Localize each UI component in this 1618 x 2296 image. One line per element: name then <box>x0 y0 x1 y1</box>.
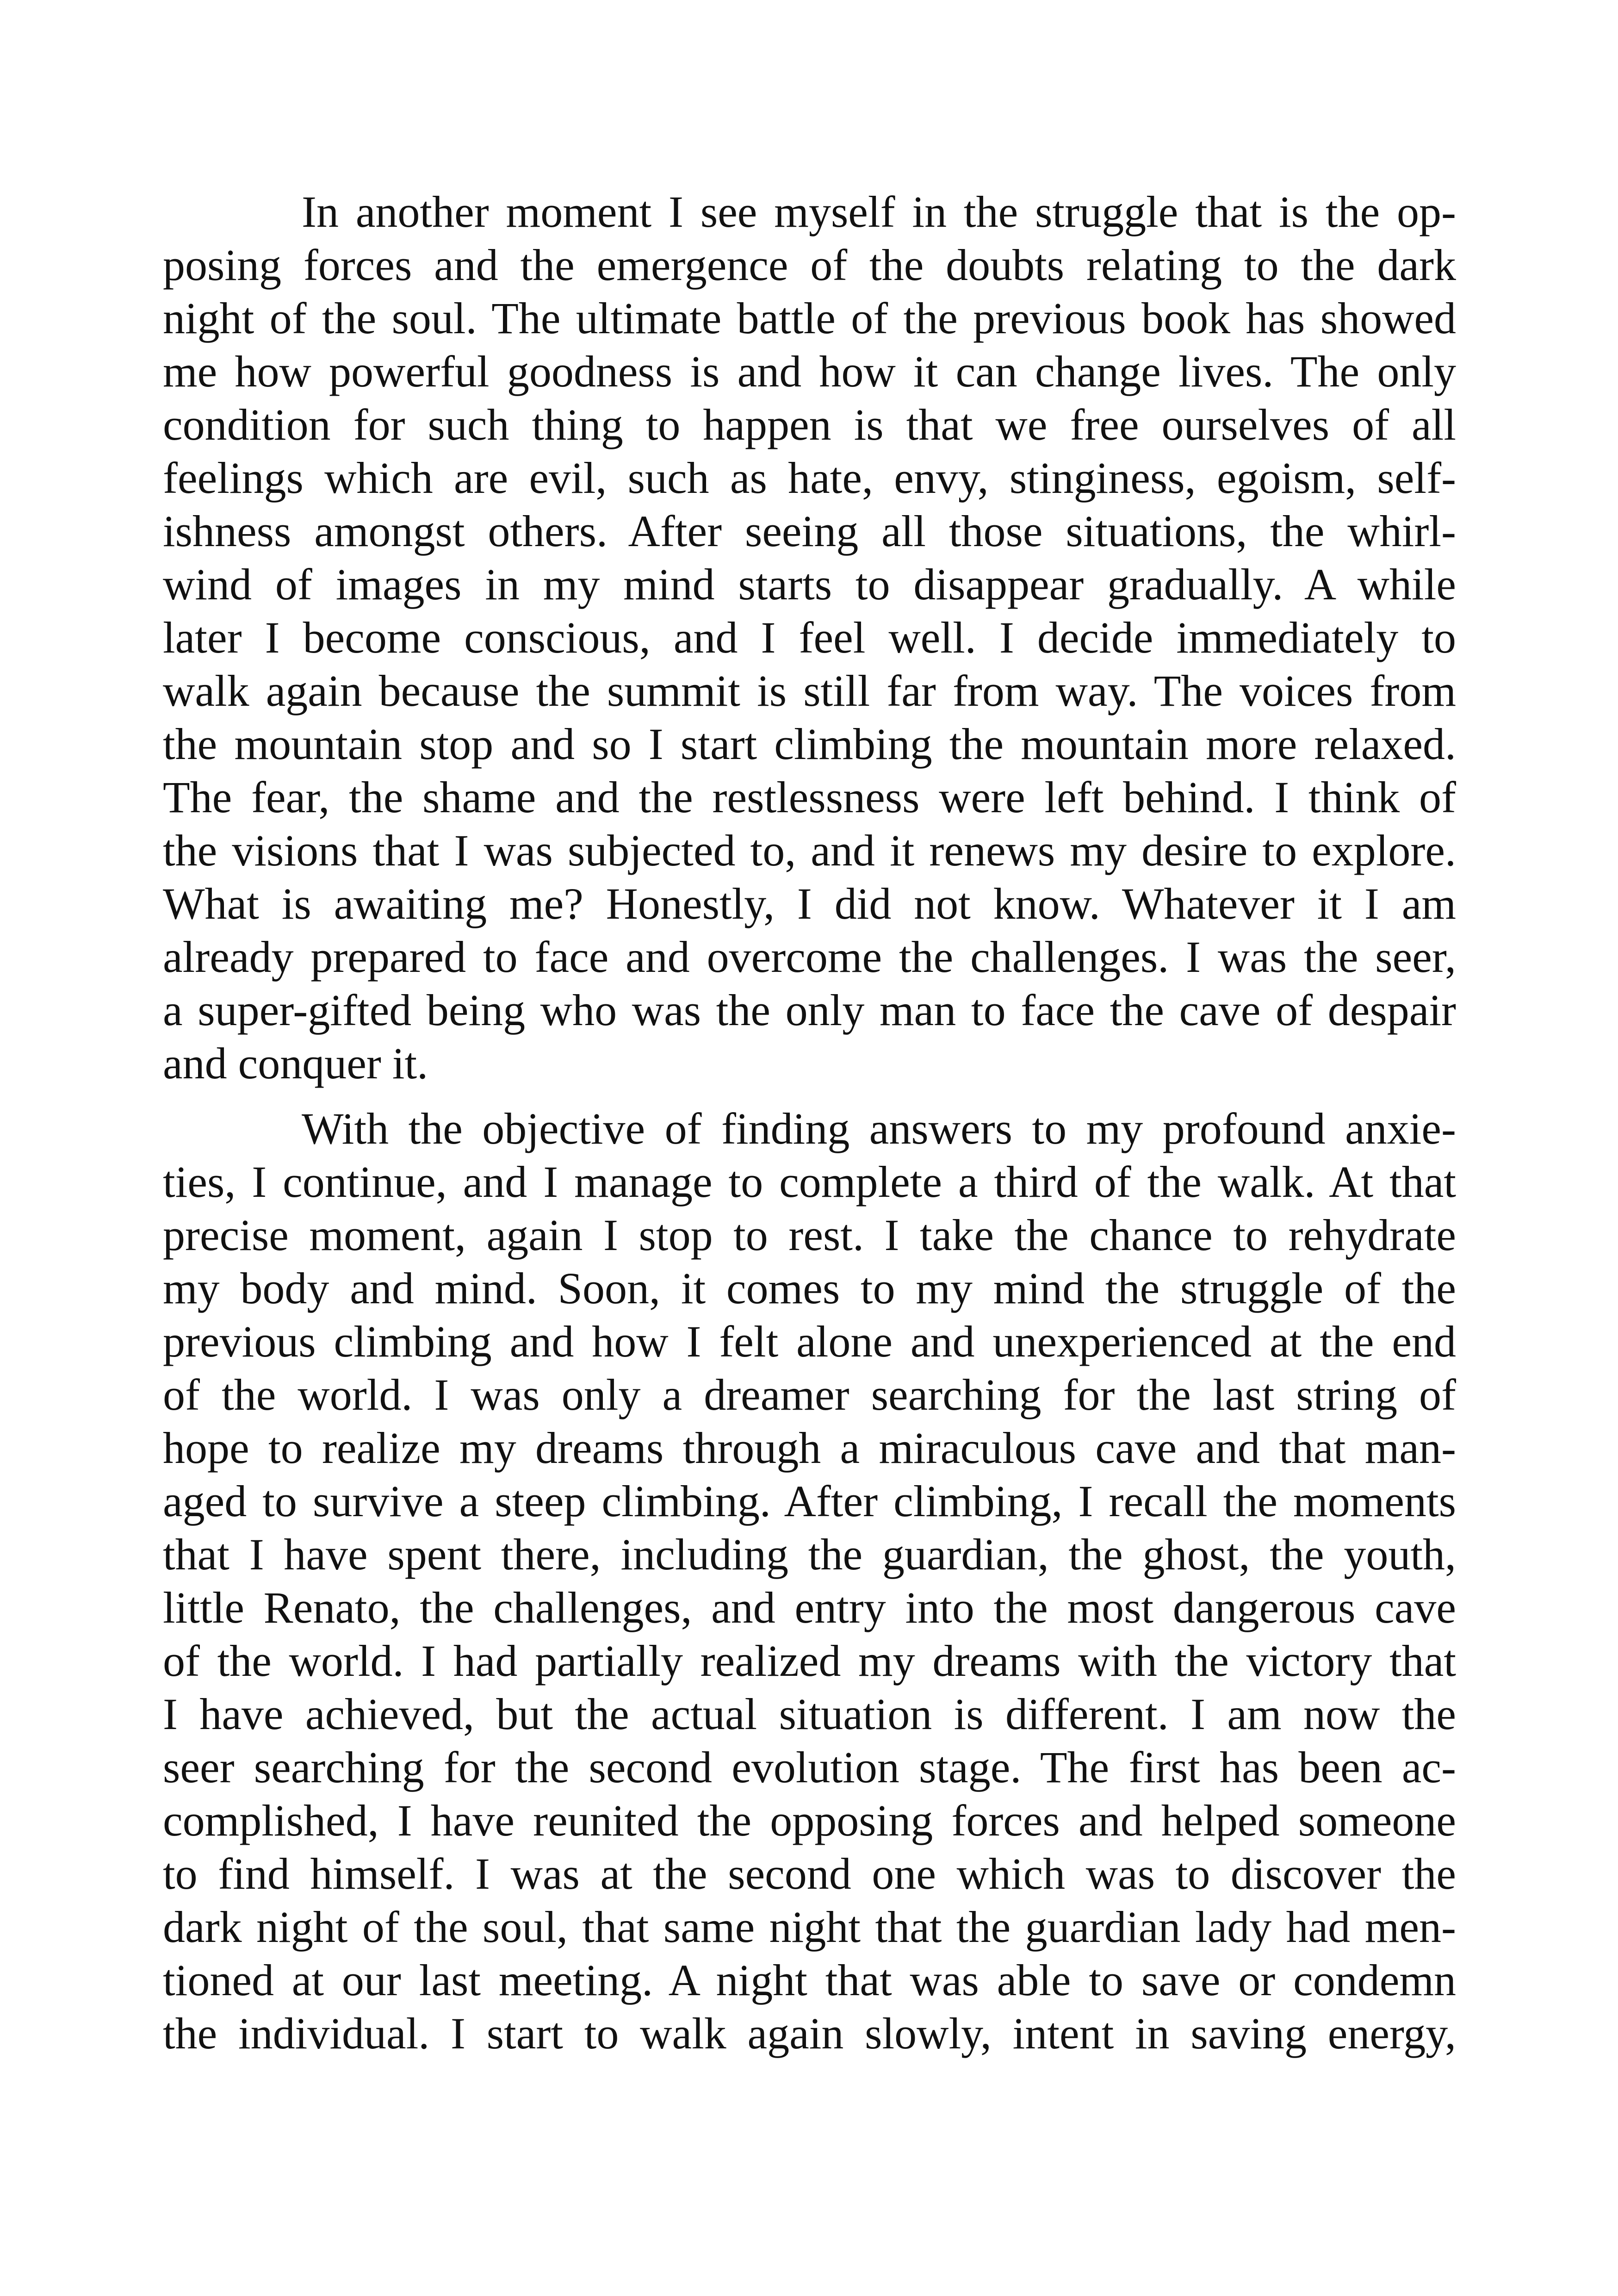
text-line: complished, I have reunited the opposing forces and helped someone <box>163 1796 1456 1845</box>
text-line: night of the soul. The ultimate battle of the previous book has showed <box>163 293 1456 343</box>
text-line: With the objective of finding answers to my profound anxie- <box>302 1104 1456 1153</box>
paragraph-2 <box>163 1102 1456 2060</box>
text-line: walk again because the summit is still far from way. The voices from <box>163 666 1456 716</box>
text-line: precise moment, again I stop to rest. I take the chance to rehydrate <box>163 1210 1456 1260</box>
text-line: ishness amongst others. After seeing all those situations, the whirl- <box>163 506 1456 556</box>
text-line: the individual. I start to walk again slowly, intent in saving energy, <box>163 2009 1456 2058</box>
text-line: to find himself. I was at the second one which was to discover the <box>163 1849 1456 1898</box>
text-line: The fear, the shame and the restlessness were left behind. I think of <box>163 772 1456 822</box>
text-line: posing forces and the emergence of the doubts relating to the dark <box>163 240 1456 290</box>
text-line: feelings which are evil, such as hate, envy, stinginess, egoism, self- <box>163 453 1456 503</box>
text-line: already prepared to face and overcome the challenges. I was the seer, <box>163 932 1456 982</box>
text-line: little Renato, the challenges, and entry into the most dangerous cave <box>163 1583 1456 1632</box>
text-line: and conquer it. <box>163 1039 428 1088</box>
text-line: of the world. I had partially realized my dreams with the victory that <box>163 1636 1456 1686</box>
text-line: later I become conscious, and I feel well. I decide immediately to <box>163 613 1456 662</box>
text-line: condition for such thing to happen is that we free ourselves of all <box>163 400 1456 449</box>
body-text <box>163 185 1456 2072</box>
text-line: What is awaiting me? Honestly, I did not know. Whatever it I am <box>163 879 1456 928</box>
paragraph-1 <box>163 185 1456 1090</box>
text-line: previous climbing and how I felt alone and unexperienced at the end <box>163 1317 1456 1366</box>
text-line: of the world. I was only a dreamer searching for the last string of <box>163 1370 1456 1419</box>
text-line: my body and mind. Soon, it comes to my mind the struggle of the <box>163 1263 1456 1313</box>
text-line: the mountain stop and so I start climbing the mountain more relaxed. <box>163 719 1456 769</box>
text-line: tioned at our last meeting. A night that was able to save or condemn <box>163 1955 1456 2005</box>
text-line: In another moment I see myself in the struggle that is the op- <box>302 187 1456 236</box>
text-line: ties, I continue, and I manage to complete a third of the walk. At that <box>163 1157 1456 1207</box>
text-line: wind of images in my mind starts to disappear gradually. A while <box>163 560 1456 609</box>
text-line: me how powerful goodness is and how it can change lives. The only <box>163 347 1456 396</box>
text-line: dark night of the soul, that same night that the guardian lady had men- <box>163 1902 1456 1952</box>
text-line: aged to survive a steep climbing. After climbing, I recall the moments <box>163 1476 1456 1526</box>
text-line: seer searching for the second evolution stage. The first has been ac- <box>163 1742 1456 1792</box>
text-line: the visions that I was subjected to, and it renews my desire to explore. <box>163 826 1456 875</box>
text-line: that I have spent there, including the guardian, the ghost, the youth, <box>163 1530 1456 1579</box>
text-line: hope to realize my dreams through a miraculous cave and that man- <box>163 1423 1456 1473</box>
text-line: I have achieved, but the actual situation is different. I am now the <box>163 1689 1456 1739</box>
text-line: a super-gifted being who was the only man to face the cave of despair <box>163 985 1456 1035</box>
